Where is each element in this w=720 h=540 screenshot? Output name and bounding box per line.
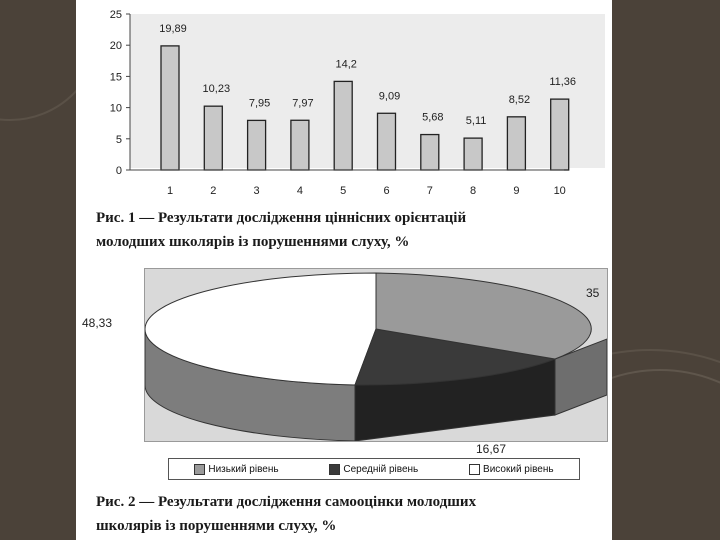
bar-value-label: 11,36: [549, 76, 577, 89]
pie-label-high: 48,33: [82, 316, 113, 330]
bar-value-label: 14,2: [335, 58, 357, 71]
pie-chart: [145, 269, 607, 441]
pie-legend: [168, 458, 580, 480]
bar-value-label: 9,09: [378, 90, 401, 103]
y-tick-label: 5: [115, 133, 122, 146]
figure1-caption-line2: молодших школярів із порушеннями слуху, %: [96, 234, 410, 250]
pie-chart-area: [144, 268, 608, 442]
bar-value-label: 8,52: [508, 93, 531, 106]
bar-value-label: 7,97: [292, 97, 314, 110]
legend-label-high: Високий рівень: [483, 463, 554, 475]
bar-value-label: 19,89: [159, 22, 187, 35]
y-tick-label: 0: [115, 165, 122, 177]
figure1-caption: [96, 206, 596, 254]
legend-item-low: [194, 464, 278, 475]
bar: [551, 99, 569, 170]
legend-swatch-high: [469, 464, 480, 475]
bar-value-label: 7,95: [248, 97, 271, 110]
figure2-caption: [96, 490, 596, 538]
x-tick-label: 7: [426, 185, 433, 197]
x-tick-label: 8: [470, 185, 477, 197]
bar: [421, 135, 439, 170]
x-tick-label: 2: [210, 185, 217, 197]
y-tick-label: 25: [109, 9, 122, 21]
bar-value-label: 5,11: [465, 115, 487, 128]
legend-label-medium: Середній рівень: [343, 463, 419, 475]
y-tick-label: 15: [109, 71, 122, 84]
plot-area: [130, 14, 605, 168]
bar: [464, 138, 482, 170]
x-tick-label: 6: [383, 185, 390, 197]
x-tick-label: 1: [166, 185, 174, 197]
x-tick-label: 4: [296, 185, 303, 197]
bar: [161, 46, 179, 170]
x-tick-label: 5: [340, 185, 347, 197]
bar-value-label: 10,23: [202, 83, 231, 96]
y-tick-label: 20: [109, 40, 122, 53]
x-tick-label: 3: [253, 185, 260, 197]
legend-label-low: Низький рівень: [208, 463, 279, 475]
legend-swatch-low: [194, 464, 205, 475]
figure2-caption-line1: Рис. 2 — Результати дослідження самооцінки молодших: [96, 494, 477, 510]
x-tick-label: 10: [553, 185, 566, 197]
bar: [334, 81, 352, 170]
bar: [291, 120, 309, 170]
document-page: [76, 0, 612, 540]
y-tick-label: 10: [109, 102, 122, 115]
figure2-caption-line2: школярів із порушеннями слуху, %: [96, 518, 337, 534]
bar-chart: [76, 0, 612, 200]
bar: [248, 120, 266, 170]
pie-label-low: 35: [586, 286, 600, 300]
figure1-caption-line1: Рис. 1 — Результати дослідження ціннісних орієнтацій: [96, 210, 467, 226]
legend-item-high: [469, 464, 554, 475]
bar: [378, 113, 396, 170]
legend-swatch-medium: [329, 464, 340, 475]
legend-item-medium: [329, 464, 418, 475]
bar: [204, 106, 222, 170]
pie-label-medium: 16,67: [476, 442, 507, 456]
bar-value-label: 5,68: [422, 111, 444, 124]
x-tick-label: 9: [513, 185, 520, 197]
bar: [507, 117, 525, 170]
